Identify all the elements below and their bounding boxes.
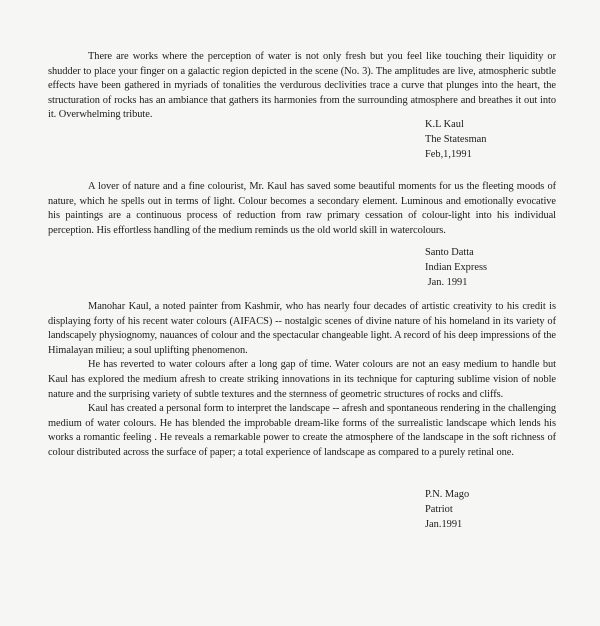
review-statesman — [48, 50, 556, 123]
review-paragraph: He has reverted to water colours after a long gap of time. Water colours are not an easy medium to handle but Kaul has explored the medium afresh to create striking innovations in its technique for capturing sublime vision of noble nature and the surprising variety of subtle textures and the sternness of geometric structures of rocks and cliffs. — [48, 359, 556, 400]
signature-statesman — [425, 117, 486, 162]
review-author: K.L Kaul — [425, 119, 464, 130]
review-date: Jan.1991 — [425, 519, 463, 530]
review-patriot — [48, 300, 556, 461]
review-author: P.N. Mago — [425, 489, 470, 500]
review-indian-express — [48, 180, 556, 238]
review-publication: The Statesman — [425, 134, 487, 145]
review-paragraph: A lover of nature and a fine colourist, Mr. Kaul has saved some beautiful moments for us the fleeting moods of nature, which he spells out in terms of light. Colour becomes a secondary element. Luminous and emotionally evocative his paintings are a continuous process of reduction from raw primary cessation of colour-light into his individual perception. His effortless handling of the medium reminds us the old world skill in watercolours. — [48, 181, 556, 236]
review-author: Santo Datta — [425, 247, 474, 258]
review-publication: Indian Express — [425, 262, 488, 273]
signature-patriot — [425, 487, 469, 532]
signature-indian-express — [425, 245, 487, 290]
review-paragraph: Manohar Kaul, a noted painter from Kashmir, who has nearly four decades of artistic creativity to his credit is displaying forty of his recent water colours (AIFACS) -- nostalgic scenes of divine nature of his homeland in its variety of landscapely physiognomy, nauances of colour and the spectacular changeable light. A record of his deep impressions of the Himalayan milieu; a soul uplifting phenomenon. — [48, 301, 556, 356]
review-date: Feb,1,1991 — [425, 149, 472, 160]
review-paragraph: Kaul has created a personal form to interpret the landscape -- afresh and spontaneous rendering in the challenging medium of water colours. He has blended the improbable dream-like forms of the surrealistic landscape which lends his works a romantic feeling . He reveals a remarkable power to create the atmosphere of the landscape in the soft richness of colour distributed across the surface of paper; a total experience of landscape as compared to a purely retinal one. — [48, 403, 556, 458]
review-paragraph: There are works where the perception of water is not only fresh but you feel like touching their liquidity or shudder to place your finger on a galactic region depicted in the scene (No. 3). The amplitudes are live, atmospheric subtle effects have been gathered in myriads of tonalities the verdurous declivities trace a curve that plunges into the heart, the structuration of rocks has an ambiance that gathers its harmonies from the surrounding atmosphere and breathes it out into it. Overwhelming tribute. — [48, 51, 556, 121]
review-publication: Patriot — [425, 504, 453, 515]
review-date: Jan. 1991 — [425, 277, 468, 288]
